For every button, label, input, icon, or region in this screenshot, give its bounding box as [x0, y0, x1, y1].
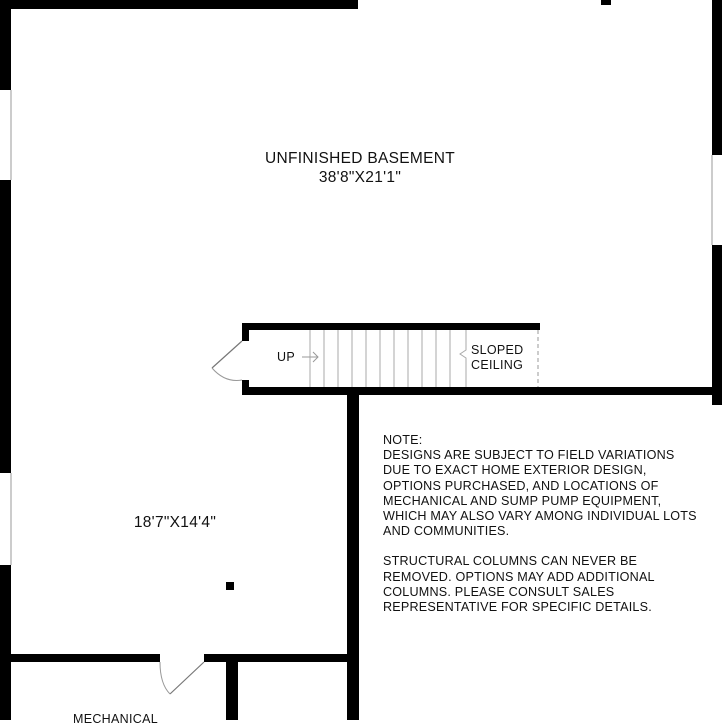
sloped-label: SLOPED — [471, 343, 524, 357]
wall-right-upper — [712, 0, 722, 155]
lower-room-dimensions: 18'7"X14'4" — [133, 514, 217, 531]
basement-label — [200, 149, 520, 187]
stair-door-leaf — [212, 341, 242, 368]
mech-door-arc — [160, 662, 170, 694]
wall-right-lower — [712, 245, 722, 405]
wall-left-lower — [0, 565, 11, 720]
structural-column — [226, 582, 234, 590]
mech-door-leaf — [170, 662, 204, 694]
wall-top-stub — [601, 0, 611, 5]
stair-wall-top — [242, 323, 540, 330]
mech-wall-vertical — [226, 654, 238, 720]
mechanical-label: MECHANICAL — [73, 712, 158, 726]
stair-wall-bottom — [242, 387, 722, 395]
ceiling-label: CEILING — [471, 358, 524, 372]
stair-treads — [310, 330, 450, 387]
wall-left-upper — [0, 0, 11, 90]
sloped-ceiling-label — [471, 343, 524, 373]
basement-dimensions: 38'8"X21'1" — [318, 169, 402, 186]
wall-left-mid — [0, 180, 11, 473]
mech-wall-top-left — [0, 654, 160, 662]
wall-top — [0, 0, 358, 9]
stair-door-arc — [212, 368, 242, 381]
basement-name: UNFINISHED BASEMENT — [265, 150, 455, 167]
note-block — [383, 433, 703, 615]
stair-wall-left-top — [242, 323, 249, 341]
note-paragraph-1: DESIGNS ARE SUBJECT TO FIELD VARIATIONS DUE TO EXACT HOME EXTERIOR DESIGN, OPTIONS PURCHASED, AND LOCATIONS OF MECHANICAL AND SUMP PUMP EQUIPMENT, WHICH MAY ALSO VARY AMONG INDIVIDUAL LOTS AND COMMUNITIES. — [383, 448, 697, 539]
note-paragraph-2: STRUCTURAL COLUMNS CAN NEVER BE REMOVED. OPTIONS MAY ADD ADDITIONAL COLUMNS. PLEASE CONSULT SALES REPRESENTATIVE FOR SPECIFIC DETAILS. — [383, 554, 655, 615]
stair-up-label: UP — [277, 350, 295, 364]
wall-interior-vertical — [347, 387, 359, 720]
note-heading: NOTE: — [383, 433, 423, 447]
stair-break-line — [460, 330, 466, 387]
